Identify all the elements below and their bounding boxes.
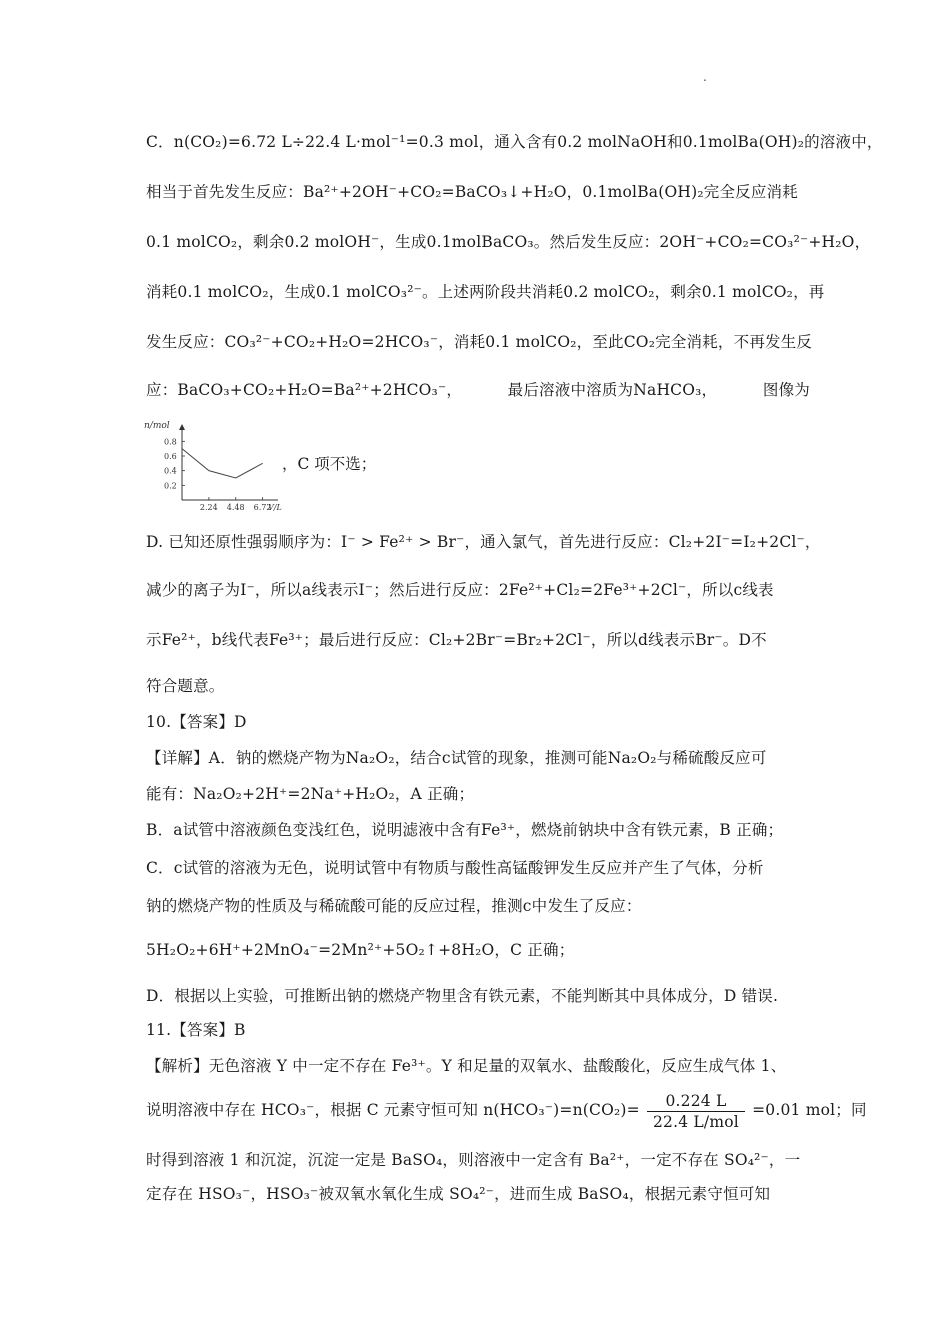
text-line-11: 符合题意。 bbox=[146, 677, 225, 695]
line-chart bbox=[140, 418, 280, 510]
answer-10-heading: 10.【答案】D bbox=[146, 713, 247, 731]
text-line-6-image: 图像为 bbox=[762, 381, 810, 399]
text-line-6-equation: 应：BaCO₃+CO₂+H₂O=Ba²⁺+2HCO₃⁻， bbox=[146, 381, 463, 399]
text-line-22 bbox=[146, 1088, 867, 1132]
text-line-23: 时得到溶液 1 和沉淀，沉淀一定是 BaSO₄，则溶液中一定含有 Ba²⁺，一定不存在 SO₄²⁻，一 bbox=[146, 1151, 801, 1169]
text-line-3: 0.1 molCO₂，剩余0.2 molOH⁻，生成0.1molBaCO₃。然后发生反应：2OH⁻+CO₂=CO₃²⁻+H₂O， bbox=[146, 233, 871, 251]
text-line-6 bbox=[146, 378, 810, 402]
text-line-15: B．a试管中溶液颜色变浅红色，说明滤液中含有Fe³⁺，燃烧前钠块中含有铁元素，B 正确； bbox=[146, 821, 784, 839]
answer-11-heading: 11.【答案】B bbox=[146, 1021, 246, 1039]
text-line-8: D. 已知还原性强弱顺序为：I⁻ > Fe²⁺ > Br⁻，通入氯气，首先进行反应：Cl₂+2I⁻=I₂+2Cl⁻， bbox=[146, 533, 821, 551]
header-dot: . bbox=[703, 70, 707, 84]
text-line-1: C．n(CO₂)=6.72 L÷22.4 L·mol⁻¹=0.3 mol，通入含有0.2 molNaOH和0.1molBa(OH)₂的溶液中， bbox=[146, 133, 883, 151]
text-line-17: 钠的燃烧产物的性质及与稀硫酸可能的反应过程，推测c中发生了反应： bbox=[146, 897, 642, 915]
y-tick-label: 0.8 bbox=[164, 437, 177, 447]
y-tick-label: 0.6 bbox=[164, 452, 177, 461]
x-tick-label: 4.48 bbox=[226, 503, 245, 512]
fraction-numerator: 0.224 L bbox=[647, 1091, 745, 1112]
text-line-2: 相当于首先发生反应：Ba²⁺+2OH⁻+CO₂=BaCO₃↓+H₂O，0.1molBa(OH)₂完全反应消耗 bbox=[146, 183, 798, 201]
y-tick-label: 0.2 bbox=[164, 481, 177, 491]
y-axis-arrow bbox=[179, 424, 185, 430]
y-tick-label: 0.4 bbox=[164, 466, 177, 476]
chart-caption: ，C 项不选； bbox=[282, 455, 377, 473]
text-line-18: 5H₂O₂+6H⁺+2MnO₄⁻=2Mn²⁺+5O₂↑+8H₂O，C 正确； bbox=[146, 941, 575, 959]
text-line-19: D．根据以上实验，可推断出钠的燃烧产物里含有铁元素，不能判断其中具体成分，D 错误. bbox=[146, 987, 779, 1005]
x-axis-label: V/L bbox=[268, 503, 282, 512]
text-line-4: 消耗0.1 molCO₂，生成0.1 molCO₃²⁻。上述两阶段共消耗0.2 molCO₂，剩余0.1 molCO₂，再 bbox=[146, 283, 825, 301]
text-line-16: C．c试管的溶液为无色，说明试管中有物质与酸性高锰酸钾发生反应并产生了气体，分析 bbox=[146, 859, 764, 877]
text-line-24: 定存在 HSO₃⁻，HSO₃⁻被双氧水氧化生成 SO₄²⁻，进而生成 BaSO₄，根据元素守恒可知 bbox=[146, 1185, 771, 1203]
text-line-9: 减少的离子为I⁻，所以a线表示I⁻；然后进行反应：2Fe²⁺+Cl₂=2Fe³⁺+2Cl⁻，所以c线表 bbox=[146, 581, 774, 599]
text-line-14: 能有：Na₂O₂+2H⁺=2Na⁺+H₂O₂，A 正确； bbox=[146, 785, 475, 803]
text-line-22-start: 说明溶液中存在 HCO₃⁻，根据 C 元素守恒可知 n(HCO₃⁻)=n(CO₂)= bbox=[146, 1101, 640, 1119]
series-line bbox=[182, 449, 263, 478]
y-axis-label: n/mol bbox=[144, 421, 170, 431]
x-tick-label: 6.72 bbox=[253, 503, 272, 512]
chart-layer bbox=[144, 421, 282, 512]
text-line-10: 示Fe²⁺，b线代表Fe³⁺；最后进行反应：Cl₂+2Br⁻=Br₂+2Cl⁻，所以d线表示Br⁻。D不 bbox=[146, 631, 767, 649]
text-line-13: 【详解】A．钠的燃烧产物为Na₂O₂，结合c试管的现象，推测可能Na₂O₂与稀硫酸反应可 bbox=[146, 749, 767, 767]
text-line-5: 发生反应：CO₃²⁻+CO₂+H₂O=2HCO₃⁻，消耗0.1 molCO₂，至此CO₂完全消耗，不再发生反 bbox=[146, 333, 813, 351]
text-line-21: 【解析】无色溶液 Y 中一定不存在 Fe³⁺。Y 和足量的双氧水、盐酸酸化，反应生成气体 1、 bbox=[146, 1057, 787, 1075]
text-line-22-end: =0.01 mol；同 bbox=[752, 1101, 867, 1119]
text-line-6-solute: 最后溶液中溶质为NaHCO₃， bbox=[507, 381, 718, 399]
x-tick-label: 2.24 bbox=[199, 503, 218, 512]
fraction-denominator: 22.4 L/mol bbox=[652, 1112, 739, 1131]
fraction bbox=[647, 1091, 745, 1132]
